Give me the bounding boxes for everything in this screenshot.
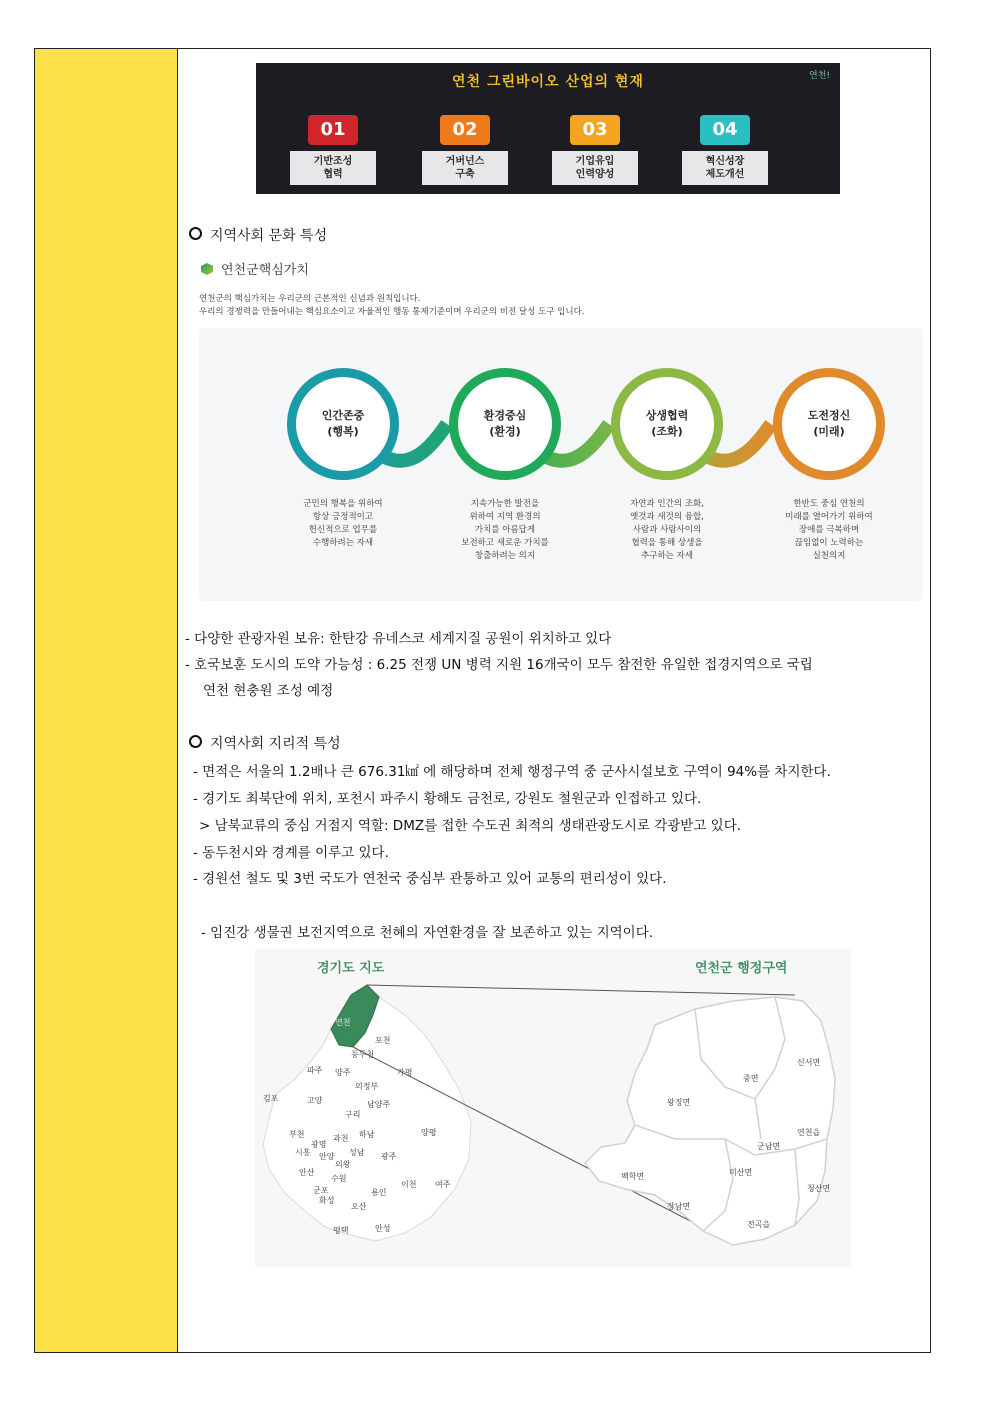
gyeonggi-region-label: 포천 xyxy=(375,1036,391,1045)
gyeonggi-region-label: 오산 xyxy=(351,1202,367,1211)
gyeonggi-region-label: 구리 xyxy=(345,1110,361,1119)
geo-heading: 지역사회 지리적 특성 xyxy=(189,733,341,753)
card-number: 04 xyxy=(700,115,750,145)
core-values-panel xyxy=(199,328,922,601)
card-number: 02 xyxy=(440,115,490,145)
gyeonggi-region-label: 수원 xyxy=(331,1174,347,1183)
yeoncheon-district-label: 전곡읍 xyxy=(747,1220,771,1229)
gyeonggi-region-label: 과천 xyxy=(333,1134,349,1143)
geo-line-imjin: - 임진강 생물권 보전지역으로 천혜의 자연환경을 잘 보존하고 있는 지역이다. xyxy=(201,925,654,941)
core-values-description: 연천군의 핵심가치는 우리군의 근본적인 신념과 원칙입니다. 우리의 경쟁력을 만들어내는 핵심요소이고 자율적인 행동 통제기준이며 우리군의 비전 달성 도구 입니다. xyxy=(199,294,585,317)
gyeonggi-region-label: 여주 xyxy=(435,1180,451,1189)
yeoncheon-district-label: 군남면 xyxy=(757,1142,781,1151)
gyeonggi-map-title: 경기도 지도 xyxy=(317,961,385,976)
yeoncheon-district-label: 연천읍 xyxy=(797,1128,821,1137)
gyeonggi-region-label: 남양주 xyxy=(367,1100,391,1109)
circle-bullet-icon xyxy=(189,227,202,240)
circle-bullet-icon xyxy=(189,735,202,748)
yeoncheon-district-label: 장남면 xyxy=(667,1202,691,1211)
core-value-description: 한반도 중심 연천의 미래를 열어가기 위하여 장애를 극복하며 끊임없이 노력하는 실천의지 xyxy=(785,499,873,561)
gyeonggi-region-label: 안성 xyxy=(375,1224,391,1233)
card-label: 혁신성장 제도개선 xyxy=(682,151,768,185)
gyeonggi-region-label: 연천 xyxy=(335,1018,351,1027)
hexagon-icon xyxy=(201,263,213,275)
left-margin-bar xyxy=(35,49,178,1352)
gyeonggi-region-label: 군포 xyxy=(313,1186,329,1195)
core-value-ring: 상생협력 (조화) xyxy=(611,368,723,480)
banner-card xyxy=(422,115,508,185)
yeoncheon-logo: 연천! xyxy=(809,71,830,81)
card-label: 기반조성 협력 xyxy=(290,151,376,185)
geo-line-dmz: > 남북교류의 중심 거점지 역할: DMZ를 접한 수도권 최적의 생태관광도시로 각광받고 있다. xyxy=(199,818,742,834)
gyeonggi-region-label: 안산 xyxy=(299,1168,315,1177)
gyeonggi-region-label: 부천 xyxy=(289,1130,305,1139)
document-frame xyxy=(34,48,931,1353)
core-value-ring: 환경중심 (환경) xyxy=(449,368,561,480)
geo-line-location: - 경기도 최북단에 위치, 포천시 파주시 황해도 금천로, 강원도 철원군과 인접하고 있다. xyxy=(193,791,702,807)
card-number: 03 xyxy=(570,115,620,145)
banner-title: 연천 그린바이오 산업의 현재 xyxy=(452,74,644,90)
geo-line-dongducheon: - 동두천시와 경계를 이루고 있다. xyxy=(193,845,389,861)
core-value-description: 지속가능한 발전을 위하여 지역 환경의 가치를 아름답게 보전하고 새로운 가치를 창출하려는 의지 xyxy=(461,499,549,561)
banner-card xyxy=(552,115,638,185)
banner-card xyxy=(290,115,376,185)
banner-card xyxy=(682,115,768,185)
geo-line-area: - 면적은 서울의 1.2배나 큰 676.31㎢ 에 해당하며 전체 행정구역 중 군사시설보호 구역이 94%를 차지한다. xyxy=(193,764,831,780)
memorial-line-cont: 연천 현충원 조성 예정 xyxy=(203,683,334,699)
yeoncheon-district-label: 왕징면 xyxy=(667,1098,691,1107)
gyeonggi-region-label: 평택 xyxy=(333,1226,349,1235)
gyeonggi-region-label: 김포 xyxy=(263,1094,279,1103)
gyeonggi-region-label: 고양 xyxy=(307,1096,323,1105)
gyeonggi-region-label: 시흥 xyxy=(295,1148,311,1157)
map-figure xyxy=(255,949,851,1267)
gyeonggi-region-label: 가평 xyxy=(397,1068,413,1077)
gyeonggi-region-label: 파주 xyxy=(307,1066,323,1075)
gyeonggi-region-label: 의정부 xyxy=(355,1082,379,1091)
gyeonggi-region-label: 양주 xyxy=(335,1068,351,1077)
gyeonggi-region-label: 화성 xyxy=(319,1196,335,1205)
gyeonggi-region-label: 용인 xyxy=(371,1188,387,1197)
core-value-description: 자연과 인간의 조화, 옛것과 새것의 융합, 사람과 사람사이의 협력을 통해 상생을 추구하는 자세 xyxy=(630,499,704,561)
gyeonggi-region-label: 양평 xyxy=(421,1128,437,1137)
gyeonggi-region-label: 안양 xyxy=(319,1152,335,1161)
culture-heading: 지역사회 문화 특성 xyxy=(189,225,327,245)
card-label: 기업유입 인력양성 xyxy=(552,151,638,185)
card-number: 01 xyxy=(308,115,358,145)
gyeonggi-region-label: 하남 xyxy=(359,1130,375,1139)
gyeonggi-region-label: 동두천 xyxy=(351,1050,375,1059)
core-value-description: 군민의 행복을 위하여 항상 긍정적이고 헌신적으로 업무를 수행하려는 자세 xyxy=(303,499,383,548)
gyeonggi-region-label: 이천 xyxy=(401,1180,417,1189)
yeoncheon-map-title: 연천군 행정구역 xyxy=(695,961,788,976)
core-value-ring: 도전정신 (미래) xyxy=(773,368,885,480)
yeoncheon-district-label: 청산면 xyxy=(807,1184,831,1193)
content-area xyxy=(179,49,930,1352)
yeoncheon-district-label: 중면 xyxy=(743,1074,759,1083)
gyeonggi-region-label: 성남 xyxy=(349,1148,365,1157)
memorial-line: - 호국보훈 도시의 도약 가능성 : 6.25 전쟁 UN 병력 지원 16개국이 모두 참전한 유일한 접경지역으로 국립 xyxy=(185,657,813,673)
tourism-line: - 다양한 관광자원 보유: 한탄강 유네스코 세계지질 공원이 위치하고 있다 xyxy=(185,631,612,647)
core-values-title: 연천군핵심가치 xyxy=(201,259,309,278)
yeoncheon-district-label: 미산면 xyxy=(729,1168,753,1177)
gyeonggi-region-label: 광명 xyxy=(311,1140,327,1149)
yeoncheon-district-label: 백학면 xyxy=(621,1172,645,1181)
gyeonggi-region-label: 광주 xyxy=(381,1152,397,1161)
card-label: 거버넌스 구축 xyxy=(422,151,508,185)
gyeonggi-region-label: 의왕 xyxy=(335,1160,351,1169)
yeoncheon-district-label: 신서면 xyxy=(797,1058,821,1067)
geo-line-transport: - 경원선 철도 및 3번 국도가 연천국 중심부 관통하고 있어 교통의 편리성이 있다. xyxy=(193,871,667,887)
green-bio-banner xyxy=(256,63,840,194)
core-value-ring: 인간존중 (행복) xyxy=(287,368,399,480)
